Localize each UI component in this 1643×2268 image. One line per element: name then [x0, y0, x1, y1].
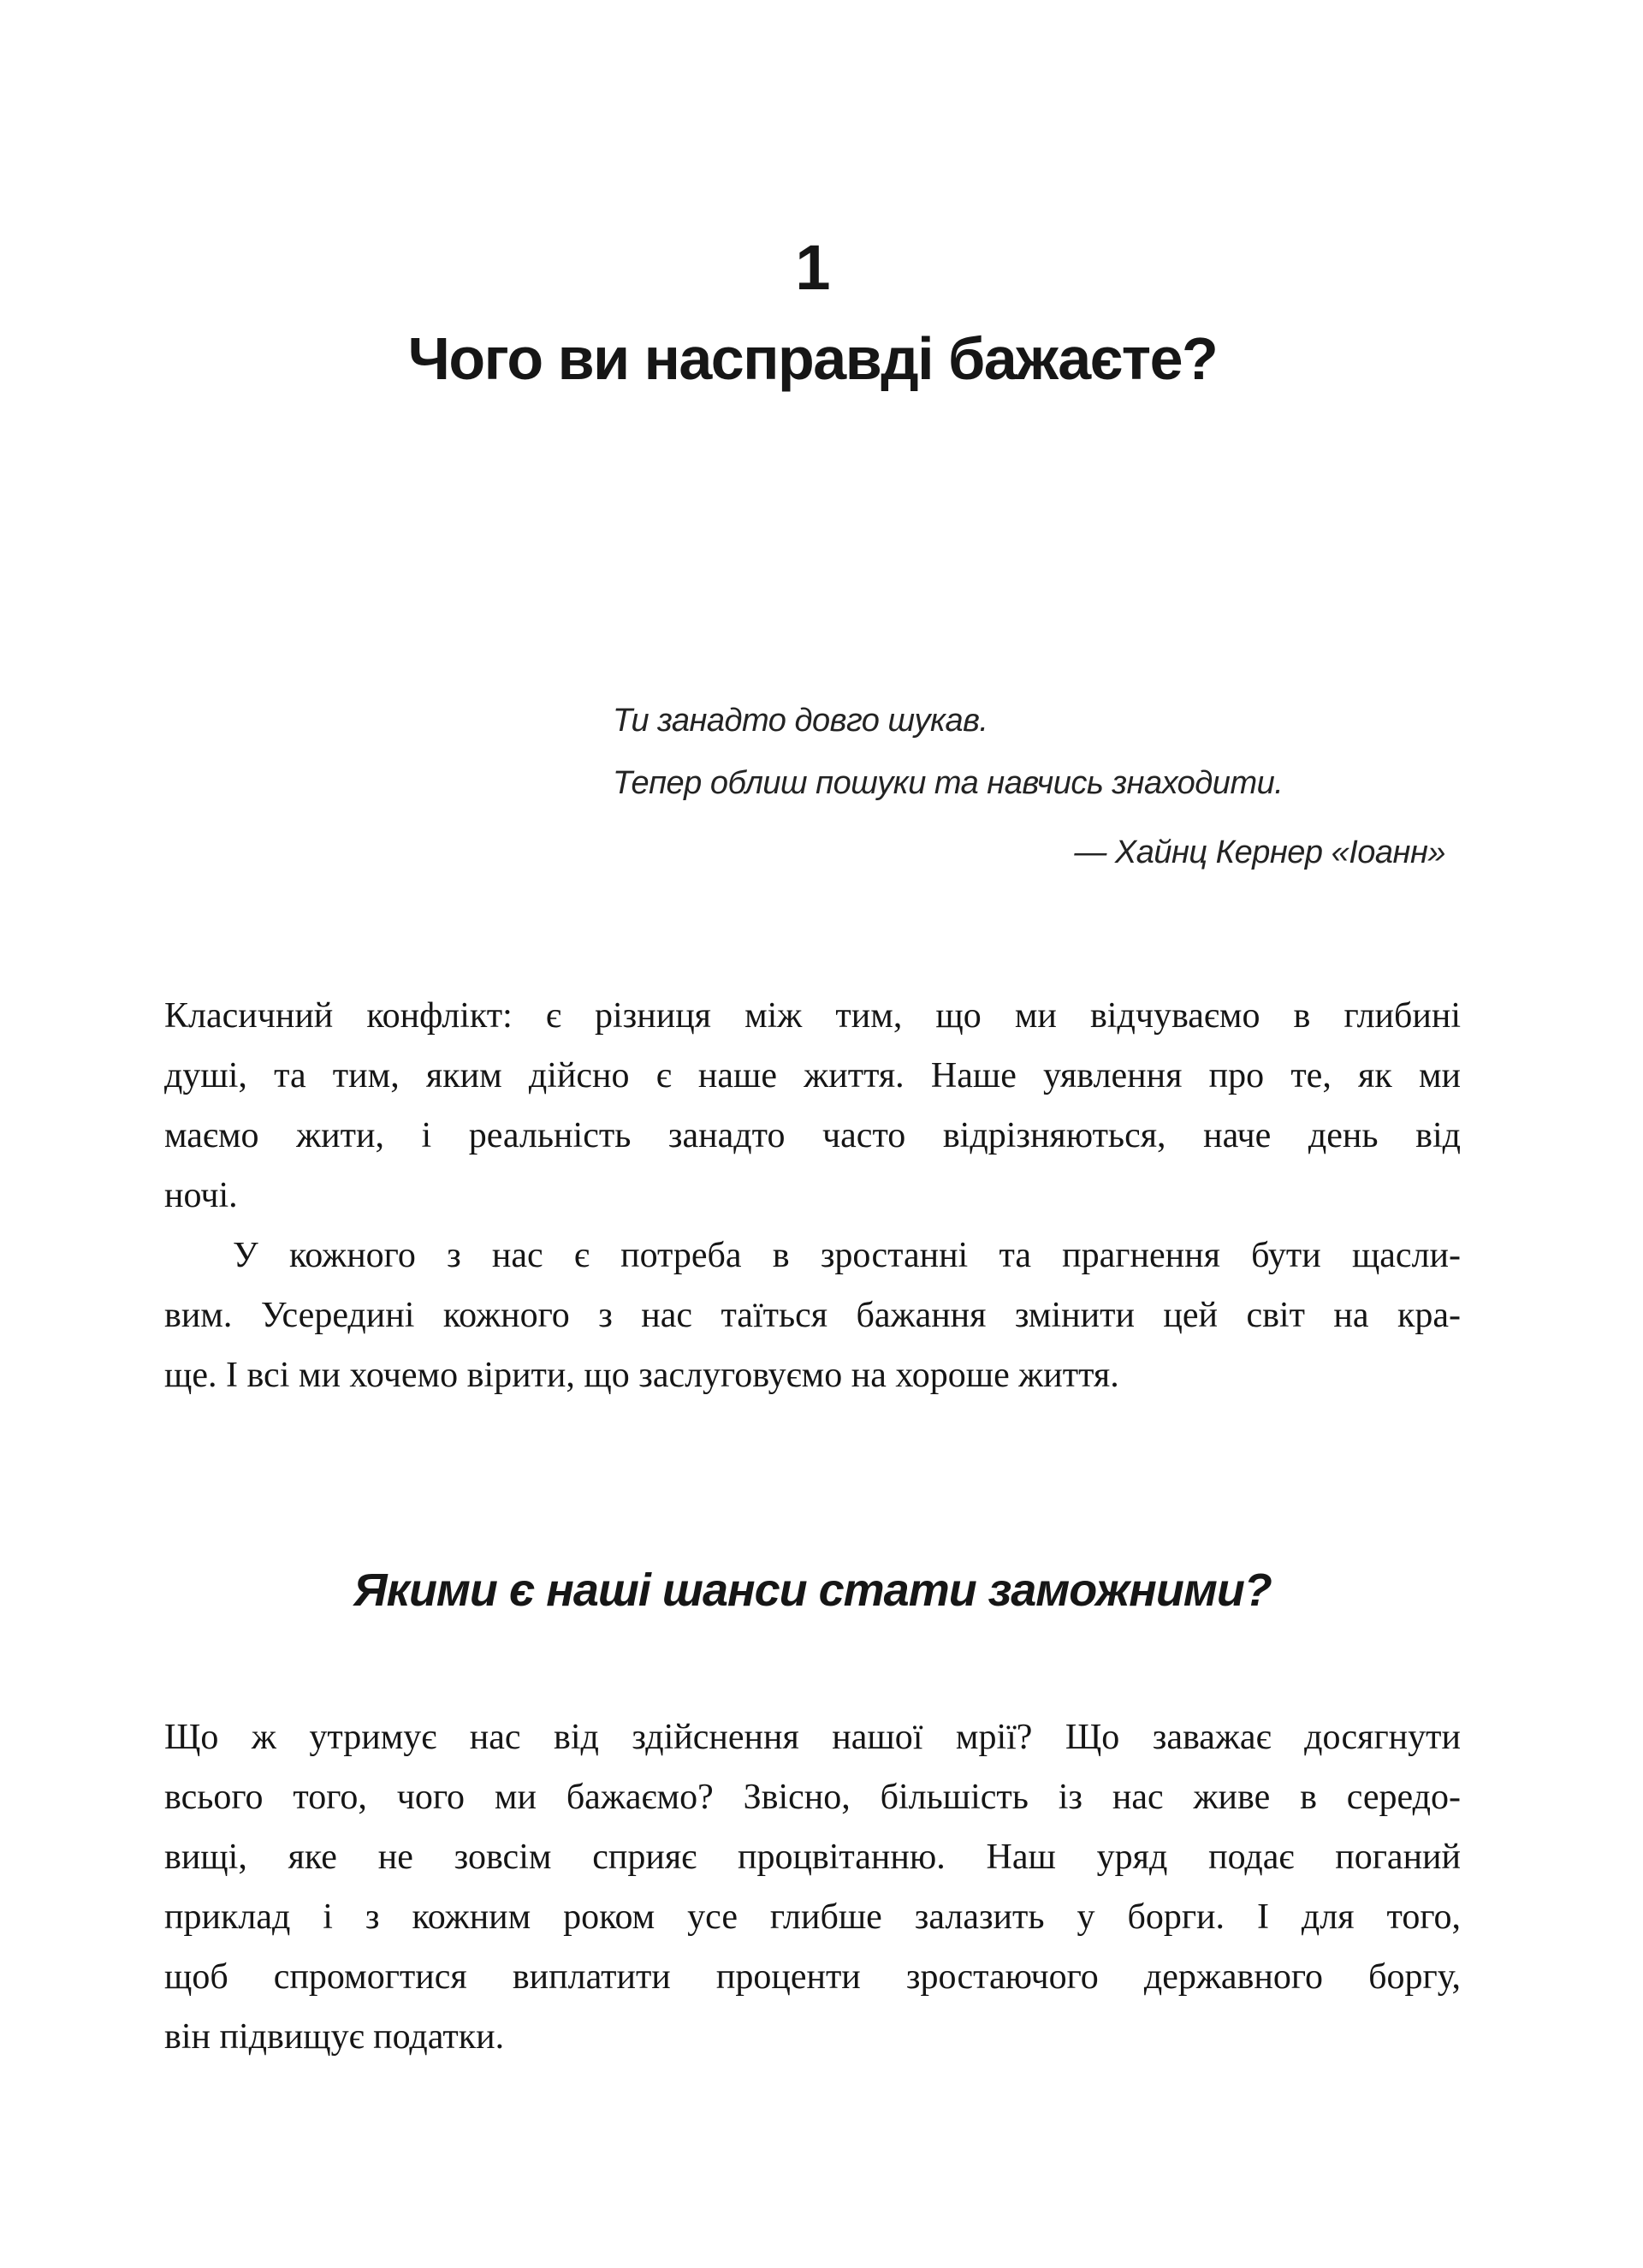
- paragraph: [164, 1707, 1461, 2067]
- section-heading: Якими є наші шанси стати заможними?: [353, 1564, 1272, 1616]
- text-line: вим. Усередині кожного з нас таїться бажання змінити цей світ на кра-: [164, 1296, 1461, 1335]
- epigraph-attribution: — Хайнц Кернер «Іоанн»: [1074, 834, 1445, 870]
- text-line: Класичний конфлікт: є різниця між тим, що ми відчуваємо в глибині: [164, 996, 1461, 1036]
- body-text-block-2: [164, 1707, 1461, 2067]
- text-line: щоб спромогтися виплатити проценти зростаючого державного боргу,: [164, 1957, 1461, 1997]
- epigraph-quote: [613, 690, 1445, 815]
- epigraph-line: Тепер облиш пошуки та навчись знаходити.: [613, 765, 1284, 801]
- chapter-number: 1: [795, 232, 830, 303]
- paragraph: [164, 1226, 1461, 1405]
- epigraph: [613, 690, 1445, 878]
- text-line: він підвищує податки.: [164, 2017, 505, 2057]
- text-line: маємо жити, і реальність занадто часто відрізняються, наче день від: [164, 1116, 1461, 1155]
- text-line: приклад і з кожним роком усе глибше залазить у борги. І для того,: [164, 1897, 1461, 1937]
- text-line: ночі.: [164, 1176, 238, 1215]
- text-line: ще. І всі ми хочемо вірити, що заслуговуємо на хороше життя.: [164, 1356, 1119, 1395]
- body-text-block-1: [164, 986, 1461, 1405]
- paragraph: [164, 986, 1461, 1226]
- text-line: всього того, чого ми бажаємо? Звісно, більшість із нас живе в середо-: [164, 1778, 1461, 1817]
- epigraph-line: Ти занадто довго шукав.: [613, 703, 988, 739]
- text-line: У кожного з нас є потреба в зростанні та прагнення бути щасли-: [233, 1236, 1461, 1275]
- text-line: душі, та тим, яким дійсно є наше життя. Наше уявлення про те, як ми: [164, 1056, 1461, 1095]
- text-line: вищі, яке не зовсім сприяє процвітанню. Наш уряд подає поганий: [164, 1838, 1461, 1877]
- text-line: Що ж утримує нас від здійснення нашої мрії? Що заважає досягнути: [164, 1718, 1461, 1757]
- chapter-title: Чого ви насправді бажаєте?: [407, 325, 1218, 392]
